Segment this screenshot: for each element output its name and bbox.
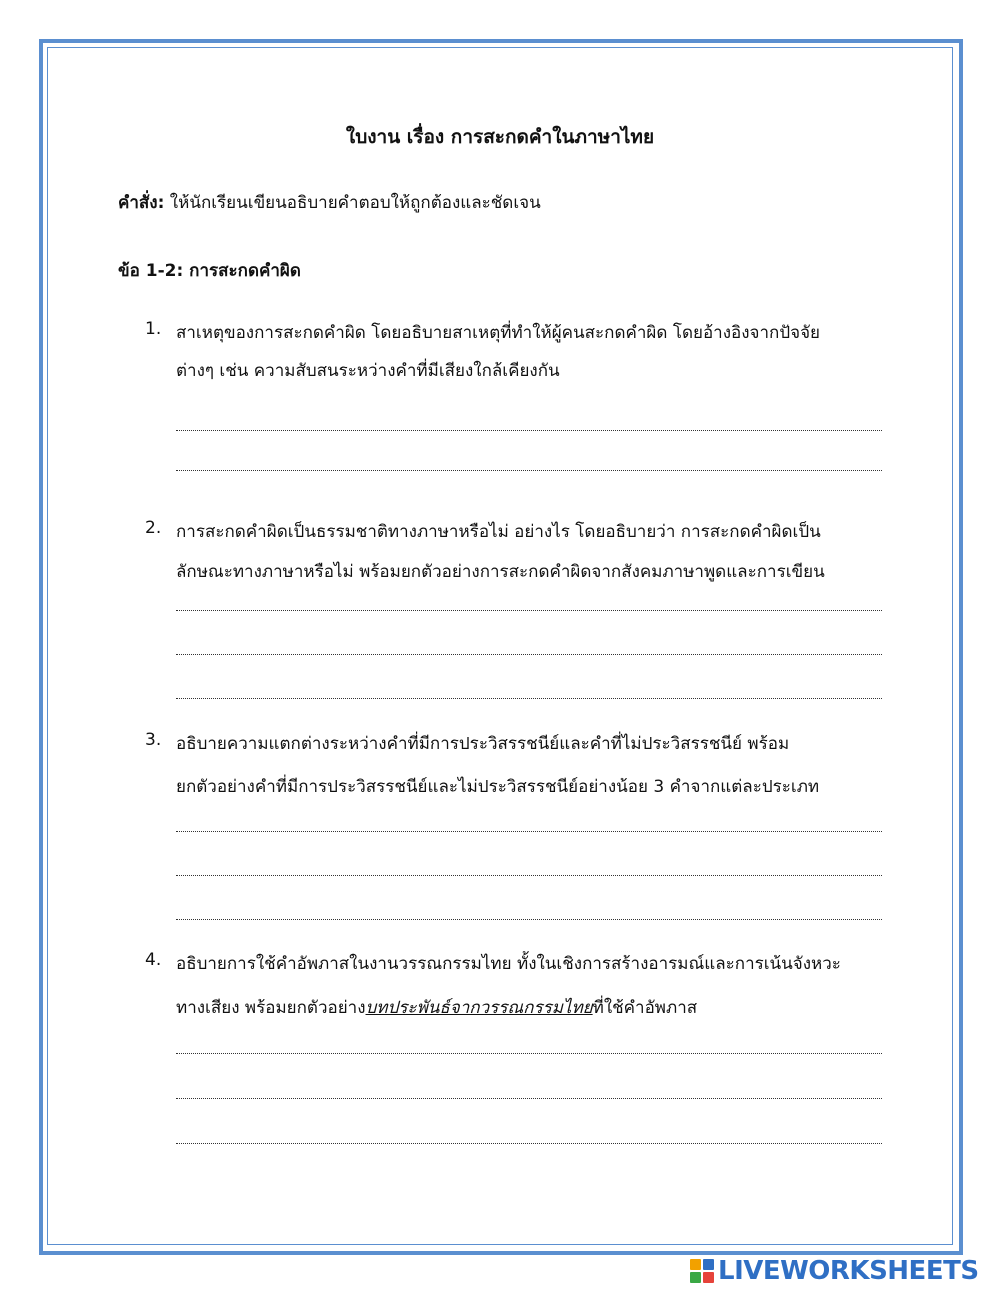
- emphasized-phrase: บทประพันธ์จากวรรณกรรมไทย: [365, 998, 593, 1018]
- question-text-line1: การสะกดคำผิดเป็นธรรมชาติทางภาษาหรือไม่ อย่างไร โดยอธิบายว่า การสะกดคำผิดเป็น: [176, 522, 821, 542]
- answer-line[interactable]: [176, 610, 882, 611]
- liveworksheets-logo: [690, 1254, 979, 1288]
- logo-square: [690, 1259, 701, 1270]
- question-text-line2-pre: ทางเสียง พร้อมยกตัวอย่าง: [176, 998, 366, 1018]
- page-border-inner: [47, 47, 953, 1245]
- instruction: [118, 189, 541, 216]
- question-number: 2.: [145, 518, 162, 538]
- question-text-line2: ต่างๆ เช่น ความสับสนระหว่างคำที่มีเสียงใกล้เคียงกัน: [176, 361, 560, 381]
- answer-line[interactable]: [176, 875, 882, 876]
- question-text-line1: อธิบายความแตกต่างระหว่างคำที่มีการประวิสรรชนีย์และคำที่ไม่ประวิสรรชนีย์ พร้อม: [176, 734, 790, 754]
- answer-line[interactable]: [176, 470, 882, 471]
- question-text-line1: สาเหตุของการสะกดคำผิด โดยอธิบายสาเหตุที่ทำให้ผู้คนสะกดคำผิด โดยอ้างอิงจากปัจจัย: [176, 323, 820, 343]
- question-text-line1: อธิบายการใช้คำอัพภาสในงานวรรณกรรมไทย ทั้งในเชิงการสร้างอารมณ์และการเน้นจังหวะ: [176, 954, 841, 974]
- question-number: 1.: [145, 319, 162, 339]
- logo-text: LIVEWORKSHEETS: [718, 1256, 979, 1286]
- logo-square: [690, 1272, 701, 1283]
- worksheet-title: ใบงาน เรื่อง การสะกดคำในภาษาไทย: [345, 126, 655, 148]
- section-heading: ข้อ 1-2: การสะกดคำผิด: [118, 261, 301, 281]
- answer-line[interactable]: [176, 698, 882, 699]
- logo-squares-icon: [690, 1259, 714, 1283]
- logo-square: [703, 1272, 714, 1283]
- question-number: 4.: [145, 950, 162, 970]
- question-text-line2: ยกตัวอย่างคำที่มีการประวิสรรชนีย์และไม่ประวิสรรชนีย์อย่างน้อย 3 คำจากแต่ละประเภท: [176, 777, 820, 797]
- answer-line[interactable]: [176, 919, 882, 920]
- answer-line[interactable]: [176, 1143, 882, 1144]
- question-text-line2-post: ที่ใช้คำอัพภาส: [592, 998, 698, 1018]
- answer-line[interactable]: [176, 654, 882, 655]
- logo-square: [703, 1259, 714, 1270]
- question-number: 3.: [145, 730, 162, 750]
- answer-line[interactable]: [176, 1053, 882, 1054]
- answer-line[interactable]: [176, 430, 882, 431]
- instruction-text: ให้นักเรียนเขียนอธิบายคำตอบให้ถูกต้องและชัดเจน: [164, 193, 541, 213]
- answer-line[interactable]: [176, 1098, 882, 1099]
- question-text-line2: [176, 994, 697, 1021]
- question-text-line2: ลักษณะทางภาษาหรือไม่ พร้อมยกตัวอย่างการสะกดคำผิดจากสังคมภาษาพูดและการเขียน: [176, 562, 825, 582]
- instruction-label: คำสั่ง:: [118, 193, 165, 213]
- answer-line[interactable]: [176, 831, 882, 832]
